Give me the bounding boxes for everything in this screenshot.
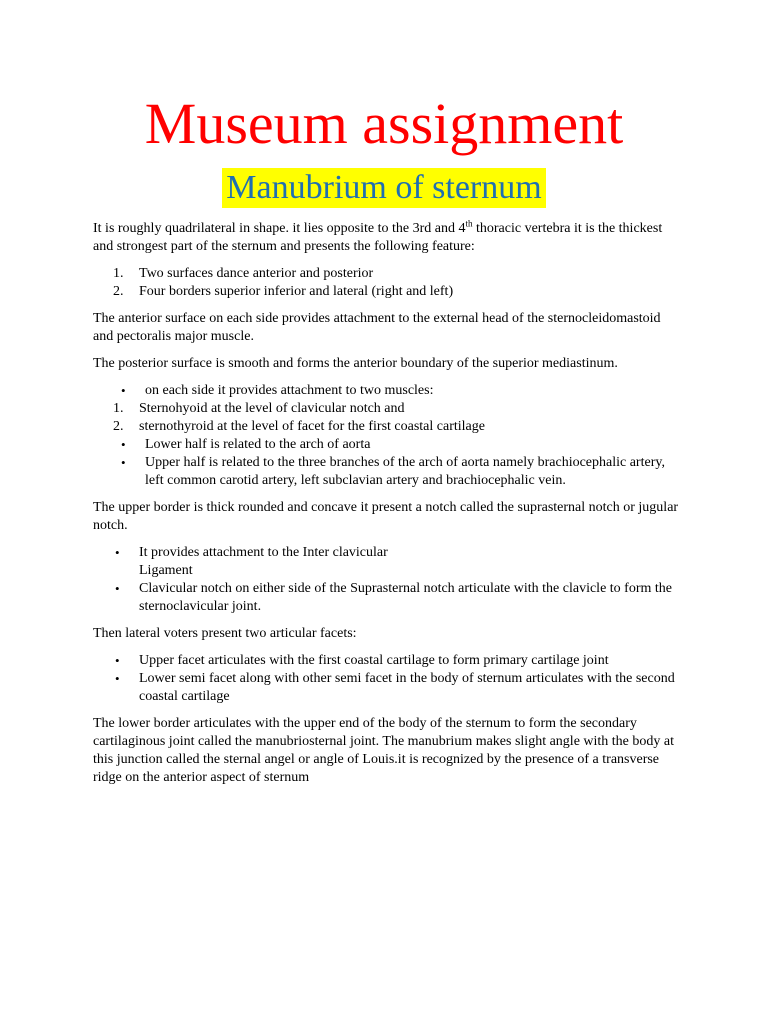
document-title: Museum assignment (144, 91, 624, 156)
lateral-paragraph: Then lateral voters present two articular facets: (93, 626, 357, 641)
relations-list (93, 436, 683, 490)
list-text: sternothyroid at the level of facet for the first coastal cartilage (139, 419, 485, 434)
posterior-paragraph: The posterior surface is smooth and forms the anterior boundary of the superior mediastinum. (93, 356, 618, 371)
intro-superscript: th (465, 218, 473, 229)
list-number: 2. (113, 419, 124, 434)
list-text: Clavicular notch on either side of the Suprasternal notch articulate with the clavicle to form the sternoclavicular joint. (139, 581, 672, 614)
list-text: Upper facet articulates with the first coastal cartilage to form primary cartilage joint (139, 653, 609, 668)
features-list (93, 265, 683, 301)
muscles-list (93, 400, 683, 436)
list-text: Lower half is related to the arch of aorta (145, 437, 371, 452)
list-number: 1. (113, 401, 124, 416)
list-number: 2. (113, 284, 124, 299)
list-item (93, 400, 683, 418)
list-item (93, 454, 683, 490)
list-text: Four borders superior inferior and lateral (right and left) (139, 284, 454, 299)
posterior-bullet-list (93, 382, 683, 400)
list-item (93, 670, 683, 706)
list-item (93, 418, 683, 436)
list-item (93, 580, 683, 616)
list-text: on each side it provides attachment to two muscles: (145, 383, 434, 398)
intro-text-2: thoracic vertebra it is the thickest and strongest part of the sternum and presents the following feature: (93, 221, 663, 254)
list-item (93, 436, 683, 454)
bullet-icon: • (115, 653, 120, 668)
intro-paragraph (93, 220, 683, 256)
list-text: Lower semi facet along with other semi facet in the body of sternum articulates with the second coastal cartilage (139, 671, 675, 704)
document-body (93, 220, 683, 796)
bullet-icon: • (121, 455, 126, 470)
upper-border-paragraph: The upper border is thick rounded and concave it present a notch called the suprasternal notch or jugular notch. (93, 500, 679, 533)
list-text: Sternohyoid at the level of clavicular notch and (139, 401, 405, 416)
list-text: Two surfaces dance anterior and posterior (139, 266, 374, 281)
bullet-icon: • (121, 437, 126, 452)
intro-text-1: It is roughly quadrilateral in shape. it lies opposite to the 3rd and 4 (93, 221, 466, 236)
lower-border-paragraph: The lower border articulates with the upper end of the body of the sternum to form the secondary cartilaginous joint called the manubriosternal joint. The manubrium makes slight angle with the body at this junction called the sternal angel or angle of Louis.it is recognized by the presence of a transverse ridge on the anterior aspect of sternum (93, 716, 674, 785)
bullet-icon: • (115, 671, 120, 686)
list-text: Upper half is related to the three branches of the arch of aorta namely brachiocephalic artery, left common carotid artery, left subclavian artery and brachiocephalic vein. (145, 455, 665, 488)
bullet-icon: • (115, 545, 120, 560)
list-item (93, 652, 683, 670)
list-item (93, 544, 683, 580)
list-text-continued: Ligament (139, 563, 193, 578)
list-item (93, 283, 683, 301)
bullet-icon: • (115, 581, 120, 596)
document-subtitle: Manubrium of sternum (222, 168, 545, 208)
list-item (93, 382, 683, 400)
facets-list (93, 652, 683, 706)
bullet-icon: • (121, 383, 126, 398)
subtitle-wrap (0, 168, 768, 208)
anterior-paragraph: The anterior surface on each side provides attachment to the external head of the sternocleidomastoid and pectoralis major muscle. (93, 311, 661, 344)
list-item (93, 265, 683, 283)
upper-border-list (93, 544, 683, 616)
list-number: 1. (113, 266, 124, 281)
list-text: It provides attachment to the Inter clavicular (139, 545, 388, 560)
